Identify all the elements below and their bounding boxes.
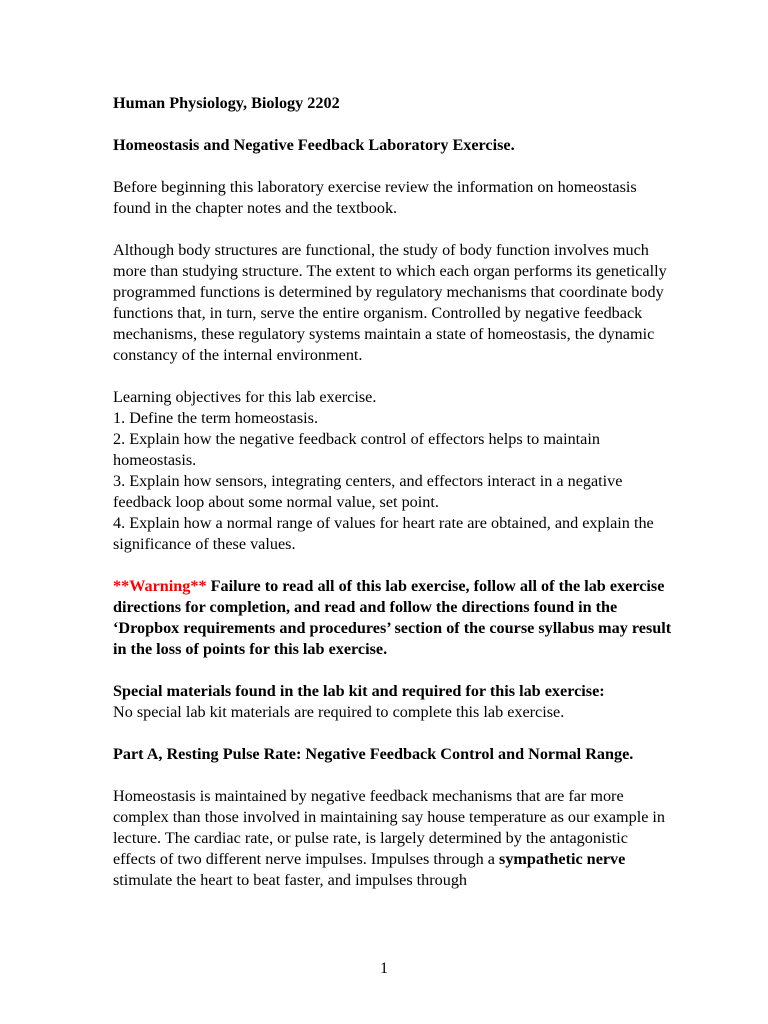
- body-paragraph: Although body structures are functional, the study of body function involves much more than studying structure. The extent to which each organ performs its genetically programmed functions is determined by regulatory mechanisms that coordinate body functions that, in turn, serve the entire organism. Controlled by negative feedback mechanisms, these regulatory systems maintain a state of homeostasis, the dynamic constancy of the internal environment.: [113, 241, 667, 364]
- intro-paragraph: Before beginning this laboratory exercise review the information on homeostasis found in the chapter notes and the textbook.: [113, 178, 637, 217]
- learning-objectives: [113, 387, 673, 555]
- page-number: 1: [380, 960, 388, 977]
- lab-title: Homeostasis and Negative Feedback Laboratory Exercise.: [113, 136, 515, 154]
- objective-item: 3. Explain how sensors, integrating centers, and effectors interact in a negative feedback loop about some normal value, set point.: [113, 472, 623, 511]
- part-a-text-2: stimulate the heart to beat faster, and impulses through: [113, 871, 468, 889]
- objective-item: 4. Explain how a normal range of values for heart rate are obtained, and explain the significance of these values.: [113, 514, 654, 553]
- objective-item: 1. Define the term homeostasis.: [113, 409, 318, 427]
- part-a-paragraph: [113, 786, 673, 891]
- part-a-heading: Part A, Resting Pulse Rate: Negative Feedback Control and Normal Range.: [113, 745, 634, 763]
- materials-text: No special lab kit materials are required to complete this lab exercise.: [113, 703, 565, 721]
- warning-paragraph: [113, 576, 673, 660]
- warning-label: **Warning**: [113, 577, 207, 595]
- objectives-heading: Learning objectives for this lab exercise.: [113, 388, 377, 406]
- course-title: Human Physiology, Biology 2202: [113, 94, 340, 112]
- materials-section: [113, 681, 673, 723]
- materials-heading: Special materials found in the lab kit and required for this lab exercise:: [113, 682, 605, 700]
- warning-text: Failure to read all of this lab exercise, follow all of the lab exercise directions for completion, and read and follow the directions found in the ‘Dropbox requirements and procedures’ section of the course syllabus may result in the loss of points for this lab exercise.: [113, 577, 672, 658]
- sympathetic-nerve-term: sympathetic nerve: [499, 850, 626, 868]
- part-a-text-1: Homeostasis is maintained by negative feedback mechanisms that are far more complex than those involved in maintaining say house temperature as our example in lecture. The cardiac rate, or pulse rate, is largely determined by the antagonistic effects of two different nerve impulses. Impulses through a: [113, 787, 666, 868]
- document-page: [113, 93, 673, 912]
- objective-item: 2. Explain how the negative feedback control of effectors helps to maintain homeostasis.: [113, 430, 600, 469]
